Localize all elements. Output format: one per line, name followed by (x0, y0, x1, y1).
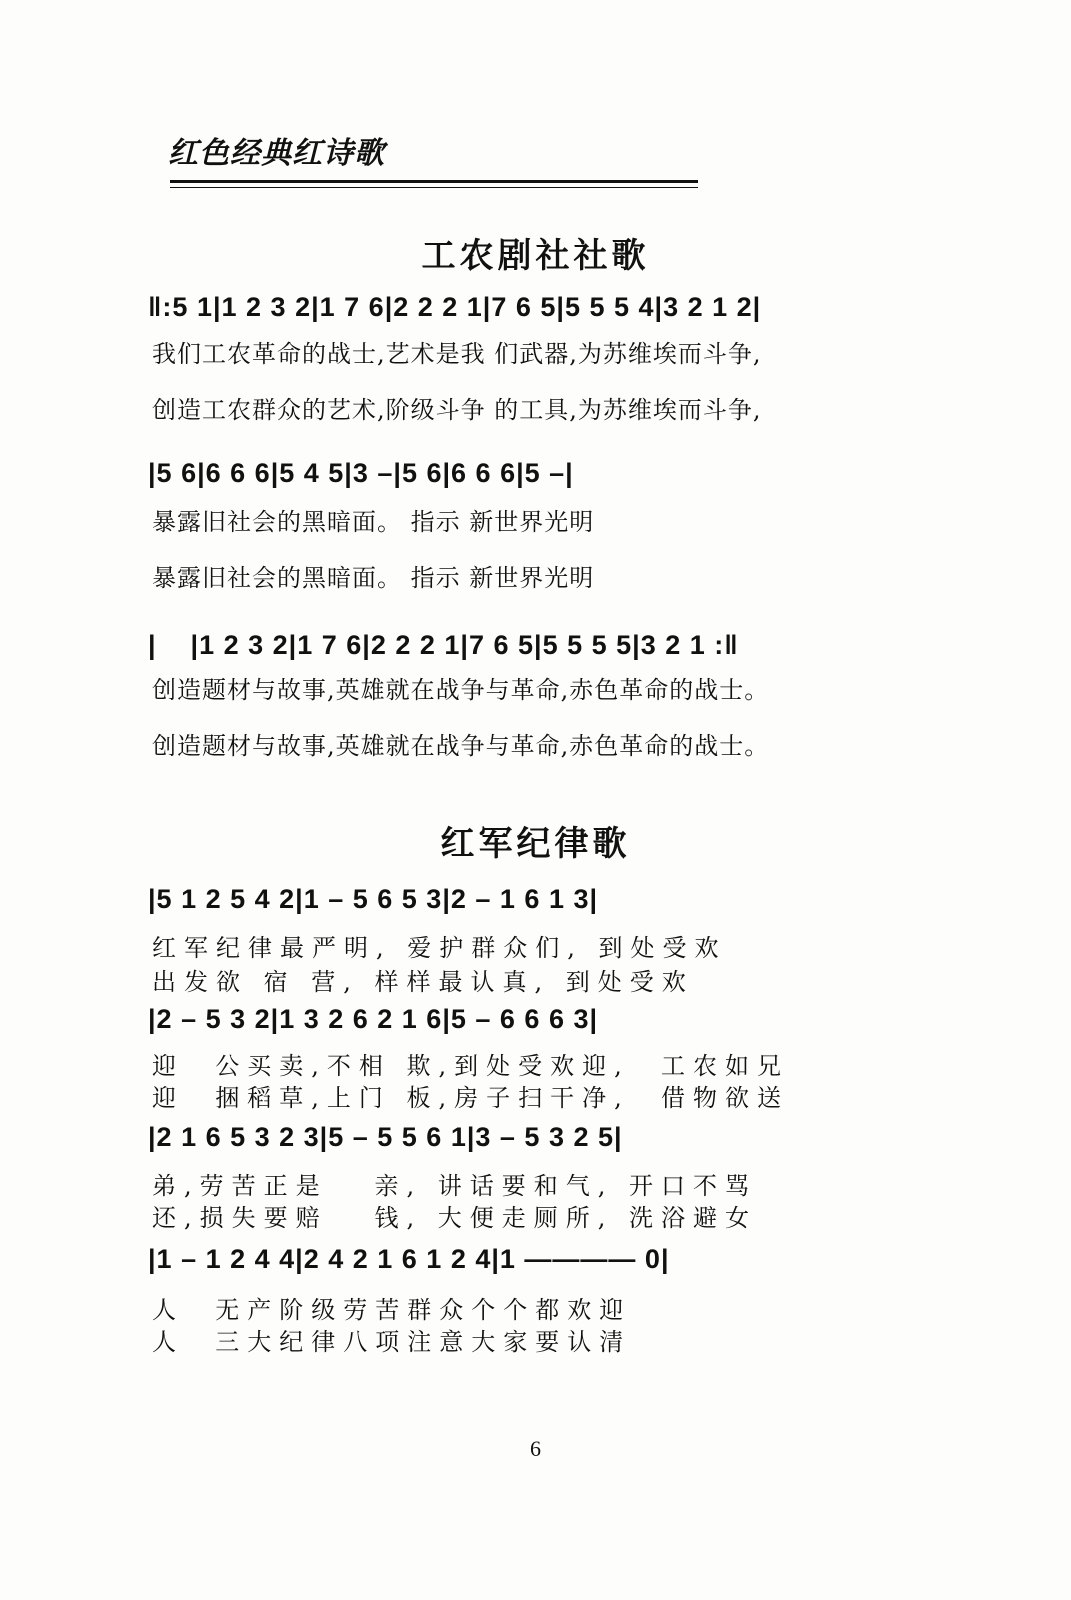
song2-notation-line-1: |5 1 2 5 4 2|1 – 5 6 5 3|2 – 1 6 1 3| (148, 884, 599, 914)
song2-notation-line-3: |2 1 6 5 3 2 3|5 – 5 5 6 1|3 – 5 3 2 5| (148, 1122, 623, 1152)
song2-lyric-line-2b: 迎 捆稻草,上门 板,房子扫干净, 借物欲送 (152, 1084, 790, 1112)
song1-lyric-line-2a: 暴露旧社会的黑暗面。 指示 新世界光明 (152, 508, 595, 536)
song2-notation-line-2: |2 – 5 3 2|1 3 2 6 2 1 6|5 – 6 6 6 3| (148, 1004, 599, 1034)
song1-notation-line-1: ‖:5 1|1 2 3 2|1 7 6|2 2 2 1|7 6 5|5 5 5 4|3 2 1 2| (148, 292, 762, 322)
song1-lyric-line-3a: 创造题材与故事,英雄就在战争与革命,赤色革命的战士。 (152, 676, 770, 704)
song2-lyric-line-1a: 红军纪律最严明, 爱护群众们, 到处受欢 (152, 934, 727, 962)
series-header: 红色经典红诗歌 (168, 136, 385, 171)
song2-title: 红军纪律歌 (440, 824, 631, 864)
song2-lyric-line-4b: 人 三大纪律八项注意大家要认清 (152, 1328, 632, 1356)
song2-notation-line-4: |1 – 1 2 4 4|2 4 2 1 6 1 2 4|1 ———— 0| (148, 1244, 670, 1274)
song1-title: 工农剧社社歌 (421, 236, 650, 276)
song1-notation-line-2: |5 6|6 6 6|5 4 5|3 –|5 6|6 6 6|5 –| (148, 458, 574, 488)
song2-lyric-line-4a: 人 无产阶级劳苦群众个个都欢迎 (152, 1296, 632, 1324)
page-number: 6 (530, 1436, 541, 1461)
song1-lyric-line-1a: 我们工农革命的战士,艺术是我 们武器,为苏维埃而斗争, (152, 340, 762, 368)
header-rule-thick (170, 180, 698, 183)
song2-lyric-line-3a: 弟,劳苦正是 亲, 讲话要和气, 开口不骂 (152, 1172, 758, 1200)
song1-lyric-line-2b: 暴露旧社会的黑暗面。 指示 新世界光明 (152, 564, 595, 592)
header-rule-thin (170, 187, 698, 188)
song2-lyric-line-1b: 出发欲 宿 营, 样样最认真, 到处受欢 (152, 968, 694, 996)
song2-lyric-line-2a: 迎 公买卖,不相 欺,到处受欢迎, 工农如兄 (152, 1052, 790, 1080)
song1-lyric-line-1b: 创造工农群众的艺术,阶级斗争 的工具,为苏维埃而斗争, (152, 396, 762, 424)
song1-notation-line-3: | |1 2 3 2|1 7 6|2 2 2 1|7 6 5|5 5 5 5|3 2 1 :‖ (148, 630, 739, 660)
song2-lyric-line-3b: 还,损失要赔 钱, 大便走厕所, 洗浴避女 (152, 1204, 758, 1232)
song1-lyric-line-3b: 创造题材与故事,英雄就在战争与革命,赤色革命的战士。 (152, 732, 770, 760)
